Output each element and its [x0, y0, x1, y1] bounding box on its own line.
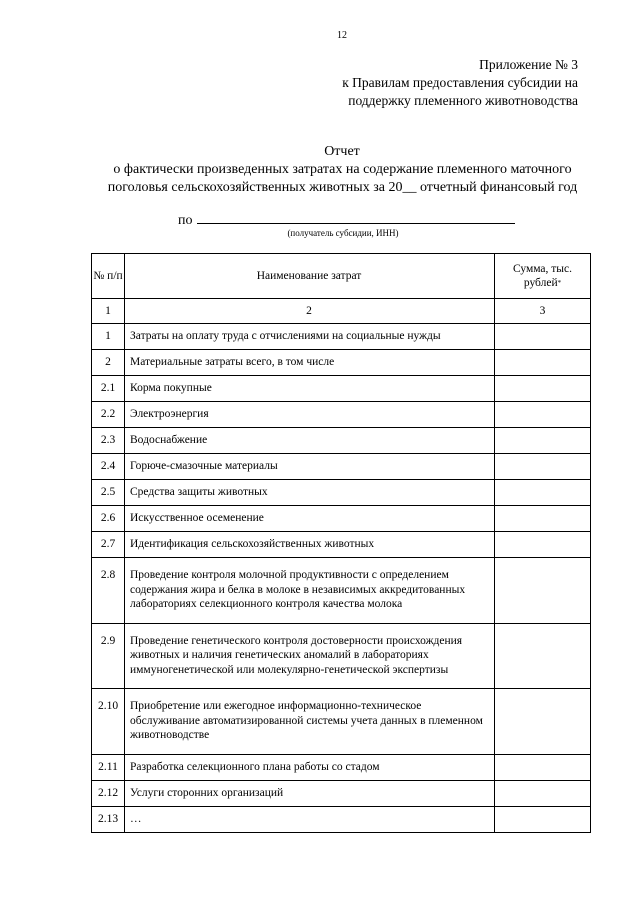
row-sum-cell[interactable]	[495, 402, 591, 428]
row-cost-name: Проведение генетического контроля достоверности происхождения животных и наличия генетических аномалий в лабораториях иммуногенетической или молекулярно-генетической экспертизы	[125, 623, 495, 689]
row-sum-cell[interactable]	[495, 376, 591, 402]
table-row	[92, 506, 591, 532]
index-cell: 2	[125, 299, 495, 324]
row-sum-cell[interactable]	[495, 506, 591, 532]
row-sum-cell[interactable]	[495, 780, 591, 806]
row-cost-name: Приобретение или ежегодное информационно-техническое обслуживание автоматизированной системы учета данных в племенном животноводстве	[125, 689, 495, 755]
recipient-blank[interactable]	[197, 210, 515, 224]
row-number: 2.4	[92, 454, 125, 480]
row-cost-name: Проведение контроля молочной продуктивности с определением содержания жира и белка в молоке в независимых аккредитованных лабораториях селекционного контроля качества молока	[125, 558, 495, 624]
appendix-header	[300, 56, 578, 110]
row-number: 2.9	[92, 623, 125, 689]
row-number: 2.6	[92, 506, 125, 532]
index-cell: 3	[495, 299, 591, 324]
table-row	[92, 454, 591, 480]
header-sum	[495, 254, 591, 299]
recipient-line	[178, 210, 518, 230]
page-number: 12	[337, 30, 347, 41]
header-sum-label: Сумма, тыс. рублей	[512, 262, 573, 289]
row-sum-cell[interactable]	[495, 623, 591, 689]
row-sum-cell[interactable]	[495, 558, 591, 624]
report-subtitle: о фактически произведенных затратах на содержание племенного маточного поголовья сельскохозяйственных животных за 20__ отчетный финансовый год	[107, 162, 578, 195]
appendix-line-3: поддержку племенного животноводства	[348, 93, 578, 108]
row-number: 2	[92, 350, 125, 376]
table-row	[92, 623, 591, 689]
row-cost-name: Идентификация сельскохозяйственных животных	[125, 532, 495, 558]
row-cost-name: Средства защиты животных	[125, 480, 495, 506]
recipient-hint: (получатель субсидии, ИНН)	[287, 228, 399, 238]
row-cost-name: Услуги сторонних организаций	[125, 780, 495, 806]
header-name: Наименование затрат	[125, 254, 495, 299]
table-row	[92, 428, 591, 454]
row-number: 2.7	[92, 532, 125, 558]
row-cost-name: Материальные затраты всего, в том числе	[125, 350, 495, 376]
table-row	[92, 376, 591, 402]
row-sum-cell[interactable]	[495, 454, 591, 480]
table-row	[92, 480, 591, 506]
row-sum-cell[interactable]	[495, 428, 591, 454]
table-row	[92, 689, 591, 755]
row-number: 2.11	[92, 754, 125, 780]
row-number: 2.12	[92, 780, 125, 806]
row-number: 2.10	[92, 689, 125, 755]
row-cost-name: Электроэнергия	[125, 402, 495, 428]
table-row	[92, 558, 591, 624]
row-sum-cell[interactable]	[495, 689, 591, 755]
row-sum-cell[interactable]	[495, 532, 591, 558]
table-row	[92, 350, 591, 376]
row-cost-name: Корма покупные	[125, 376, 495, 402]
row-number: 2.1	[92, 376, 125, 402]
table-row	[92, 402, 591, 428]
row-sum-cell[interactable]	[495, 324, 591, 350]
row-sum-cell[interactable]	[495, 754, 591, 780]
row-cost-name: Горюче-смазочные материалы	[125, 454, 495, 480]
row-cost-name: Затраты на оплату труда с отчислениями на социальные нужды	[125, 324, 495, 350]
recipient-prefix: по	[178, 213, 193, 228]
table-header-row	[92, 254, 591, 299]
table-row	[92, 754, 591, 780]
report-title: Отчет	[324, 144, 360, 159]
row-number: 2.13	[92, 806, 125, 832]
row-cost-name: Искусственное осеменение	[125, 506, 495, 532]
table-row	[92, 806, 591, 832]
appendix-line-1: Приложение № 3	[479, 57, 578, 72]
table-index-row	[92, 299, 591, 324]
table-row	[92, 780, 591, 806]
table-row	[92, 324, 591, 350]
index-cell: 1	[92, 299, 125, 324]
header-sum-footnote-mark: *	[557, 279, 562, 287]
row-number: 2.2	[92, 402, 125, 428]
row-sum-cell[interactable]	[495, 350, 591, 376]
header-num: № п/п	[92, 254, 125, 299]
row-number: 2.5	[92, 480, 125, 506]
row-cost-name: …	[125, 806, 495, 832]
row-cost-name: Разработка селекционного плана работы со стадом	[125, 754, 495, 780]
row-sum-cell[interactable]	[495, 806, 591, 832]
table-row	[92, 532, 591, 558]
appendix-line-2: к Правилам предоставления субсидии на	[342, 75, 578, 90]
row-cost-name: Водоснабжение	[125, 428, 495, 454]
row-number: 1	[92, 324, 125, 350]
row-number: 2.3	[92, 428, 125, 454]
costs-table	[91, 253, 591, 833]
row-number: 2.8	[92, 558, 125, 624]
row-sum-cell[interactable]	[495, 480, 591, 506]
